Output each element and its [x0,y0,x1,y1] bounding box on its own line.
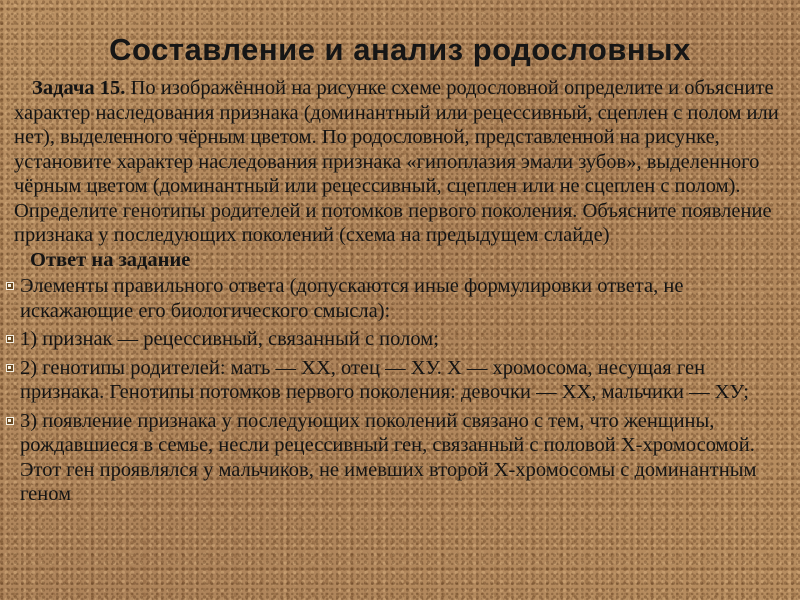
task-paragraph [14,76,794,248]
answer-item-1 [6,327,794,352]
slide-content [6,76,794,511]
answer-item-intro [6,274,794,323]
square-bullet-icon [6,364,14,372]
square-bullet-icon [6,417,14,425]
slide-title: Составление и анализ родословных [109,32,691,67]
answer-item-text: Элементы правильного ответа (допускаются иные формулировки ответа, не искажающие его биологического смысла): [20,275,684,322]
square-bullet-icon [6,335,14,343]
square-bullet-icon [6,282,14,290]
answer-item-text: 3) появление признака у последующих поколений связано с тем, что женщины, рождавшиеся в семье, несли рецессивный ген, связанный с половой Х-хромосомой. Этот ген проявлялся у мальчиков, не имевших второй Х-хромосомы с доминантным геном [20,409,757,505]
answer-heading: Ответ на задание [30,248,191,271]
answer-item-text: 1) признак — рецессивный, связанный с полом; [20,328,439,350]
answer-item-3 [6,409,794,507]
answer-item-text: 2) генотипы родителей: мать — ХХ, отец — ХУ. Х — хромосома, несущая ген признака. Генотипы потомков первого поколения: девочки — ХХ, мальчики — ХУ; [20,356,749,403]
task-text: По изображённой на рисунке схеме родословной определите и объясните характер наследования признака (доминантный или рецессивный, сцеплен с полом или нет), выделенного чёрным цветом. По родословной, представленной на рисунке, установите характер наследования признака «гипоплазия эмали зубов», выделенного чёрным цветом (доминантный или рецессивный, сцеплен или не сцеплен с полом). Определите генотипы родителей и потомков первого поколения. Объясните появление признака у последующих поколений (схема на предыдущем слайде) [14,77,779,246]
answer-item-2 [6,356,794,405]
task-label: Задача 15. [32,77,126,99]
